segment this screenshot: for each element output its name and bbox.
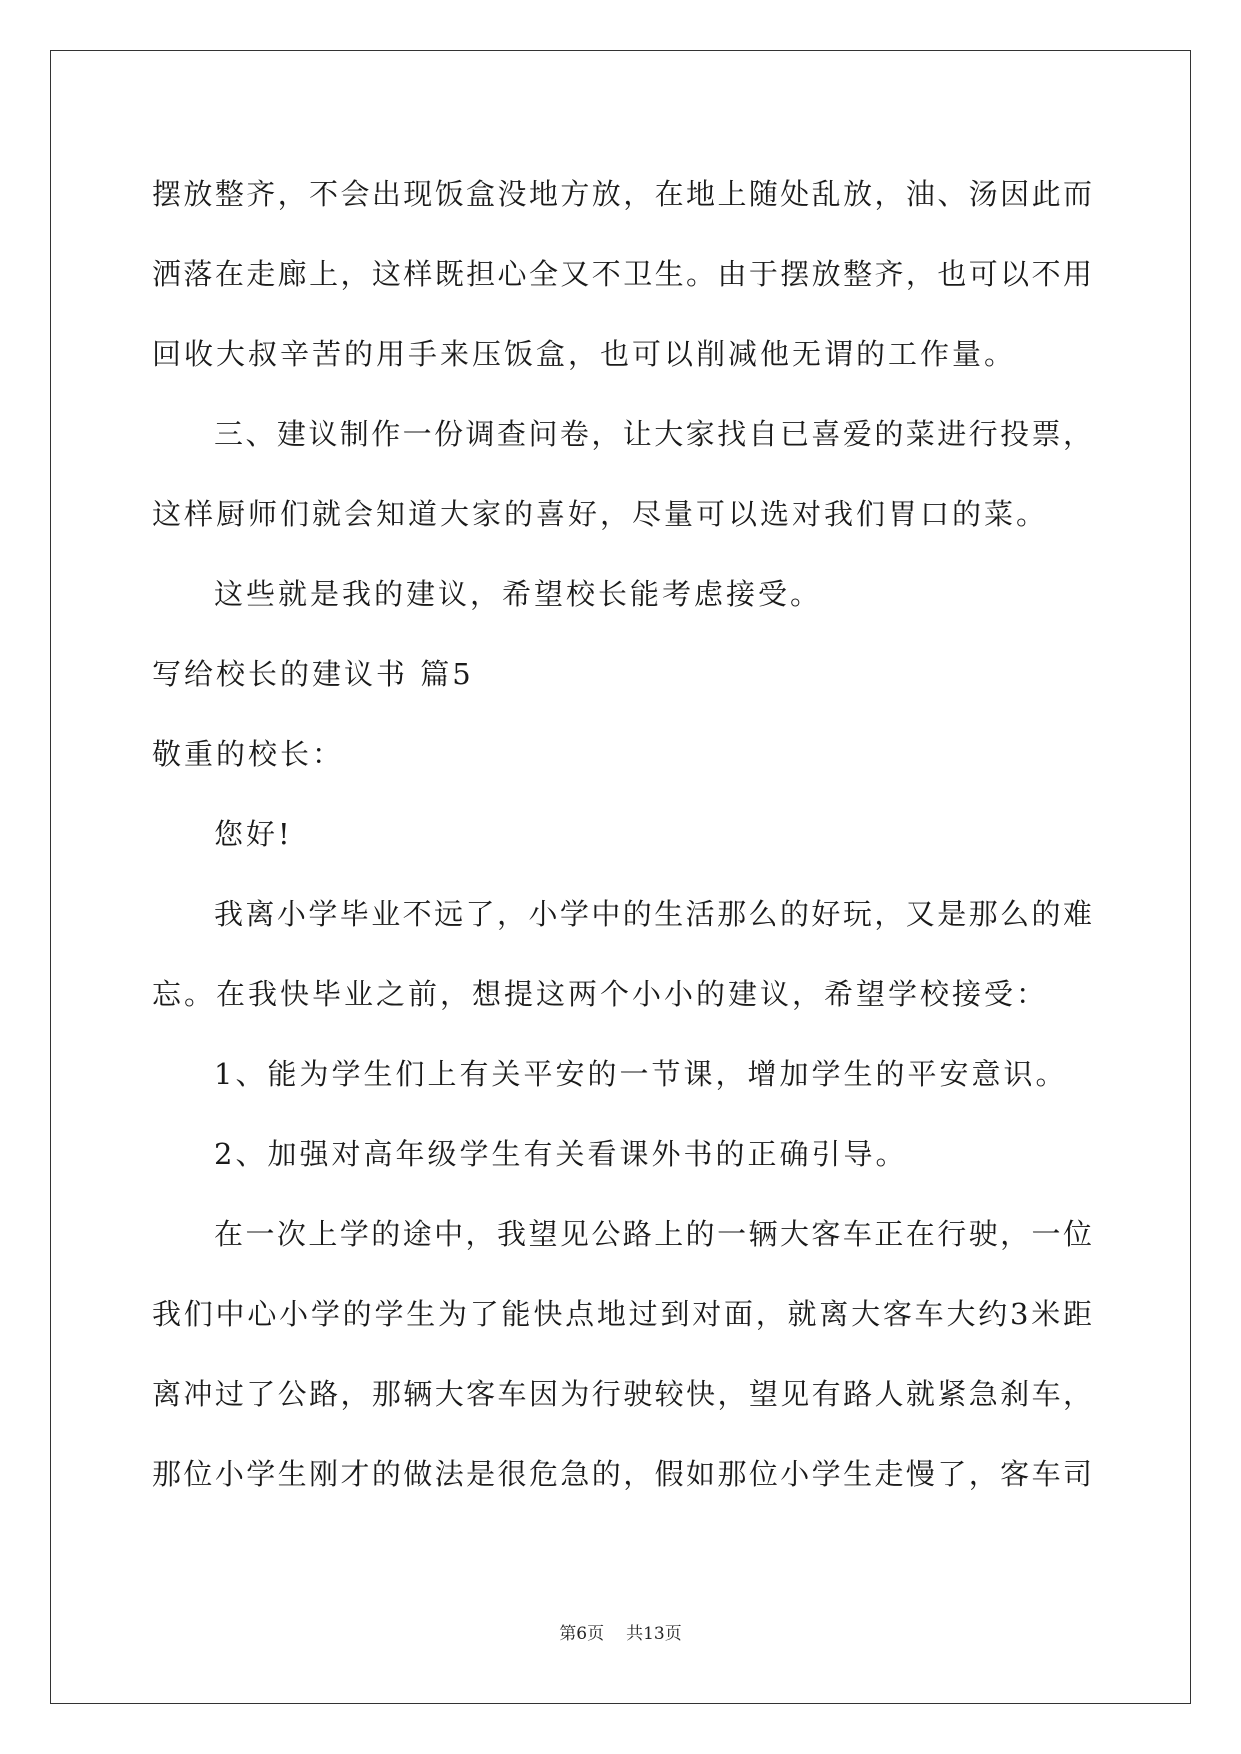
paragraph-line: 这些就是我的建议，希望校长能考虑接受。 — [214, 577, 823, 611]
section-heading: 写给校长的建议书 篇5 — [152, 657, 474, 691]
paragraph-line: 在一次上学的途中，我望见公路上的一辆大客车正在行驶，一位 — [214, 1217, 1092, 1251]
paragraph-line: 这样厨师们就会知道大家的喜好，尽量可以选对我们胃口的菜。 — [152, 497, 1049, 531]
page-total: 共13页 — [626, 1624, 682, 1644]
list-item: 2、加强对高年级学生有关看课外书的正确引导。 — [214, 1137, 908, 1171]
paragraph-line: 我离小学毕业不远了，小学中的生活那么的好玩，又是那么的难 — [214, 897, 1092, 931]
paragraph-line: 离冲过了公路，那辆大客车因为行驶较快，望见有路人就紧急刹车， — [152, 1377, 1092, 1411]
paragraph-line: 回收大叔辛苦的用手来压饭盒，也可以削减他无谓的工作量。 — [152, 337, 1017, 371]
greeting: 您好! — [214, 817, 293, 851]
salutation: 敬重的校长： — [152, 737, 345, 771]
paragraph-line: 忘。在我快毕业之前，想提这两个小小的建议，希望学校接受： — [152, 977, 1049, 1011]
paragraph-line: 那位小学生刚才的做法是很危急的，假如那位小学生走慢了，客车司 — [152, 1457, 1092, 1491]
paragraph-line: 洒落在走廊上，这样既担心全又不卫生。由于摆放整齐，也可以不用 — [152, 257, 1092, 291]
paragraph-line: 三、建议制作一份调查问卷，让大家找自已喜爱的菜进行投票， — [214, 417, 1092, 451]
paragraph-line: 摆放整齐，不会出现饭盒没地方放，在地上随处乱放，油、汤因此而 — [152, 177, 1092, 211]
paragraph-line: 我们中心小学的学生为了能快点地过到对面，就离大客车大约3米距 — [152, 1297, 1092, 1331]
list-item: 1、能为学生们上有关平安的一节课，增加学生的平安意识。 — [214, 1057, 1068, 1091]
page-footer — [0, 1623, 1241, 1645]
page-number: 第6页 — [559, 1624, 605, 1644]
